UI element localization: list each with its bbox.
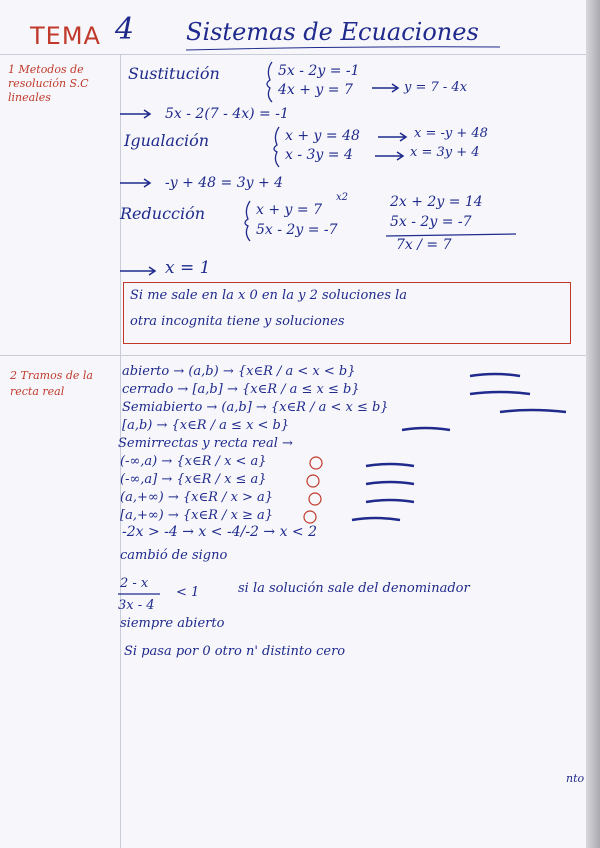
page-edge [586,0,600,848]
ineq-line-4: Si pasa por 0 otro n' distinto cero [124,644,346,659]
igual-eq2: x - 3y = 4 [285,147,353,163]
red-sum1: 2x + 2y = 14 [390,194,483,210]
ineq-line-3: siempre abierto [120,616,225,631]
interval-line: Semirrectas y recta real → [118,436,293,451]
igual-eq1: x + y = 48 [285,128,360,144]
igual-result2: x = 3y + 4 [410,145,480,160]
interval-line: [a,b) → {x∈R / a ≤ x < b} [122,418,290,433]
ineq-line-2: cambió de signo [120,548,228,563]
red-eq2: 5x - 2y = -7 [256,222,338,238]
frac-rhs: < 1 [176,585,200,600]
sust-substitution: 5x - 2(7 - 4x) = -1 [165,106,289,122]
red-sum3: 7x / = 7 [396,237,452,253]
igualacion-label: Igualación [124,131,210,150]
sustitucion-label: Sustitución [128,64,220,83]
interval-line: Semiabierto → (a,b] → {x∈R / a < x ≤ b} [122,400,389,415]
frac-denominator: 3x - 4 [118,598,155,613]
red-multiplier: x2 [336,192,349,203]
red-eq1: x + y = 7 [256,202,322,218]
interval-line: (-∞,a) → {x∈R / x < a} [120,454,267,469]
frac-note: si la solución sale del denominador [238,581,470,596]
page-title: Sistemas de Ecuaciones [186,18,479,46]
corner-text: nto [566,772,585,785]
interval-line: [a,+∞) → {x∈R / x ≥ a} [120,508,274,523]
reduccion-label: Reducción [120,204,206,223]
igual-join: -y + 48 = 3y + 4 [165,175,284,191]
section-2-label: 2 Tramos de la recta real [10,369,93,398]
igual-result1: x = -y + 48 [414,126,488,141]
tema-number: 4 [115,12,135,47]
section-1-label: 1 Metodos de resolución S.C lineales [8,63,89,104]
sust-eq2: 4x + y = 7 [278,82,353,98]
note-line-1: Si me sale en la x 0 en la y 2 soluciones la [130,288,408,303]
sust-result: y = 7 - 4x [404,80,468,95]
tema-label: TEMA [30,22,101,50]
interval-line: cerrado → [a,b] → {x∈R / a ≤ x ≤ b} [122,382,360,397]
interval-line: (a,+∞) → {x∈R / x > a} [120,490,274,505]
frac-numerator: 2 - x [120,576,149,591]
red-sum2: 5x - 2y = -7 [390,214,472,230]
red-final: x = 1 [165,258,211,278]
sust-eq1: 5x - 2y = -1 [278,63,360,79]
interval-line: (-∞,a] → {x∈R / x ≤ a} [120,472,267,487]
interval-line: abierto → (a,b) → {x∈R / a < x < b} [122,364,356,379]
ineq-line-1: -2x > -4 → x < -4/-2 → x < 2 [122,524,318,540]
note-line-2: otra incognita tiene y soluciones [130,314,345,329]
